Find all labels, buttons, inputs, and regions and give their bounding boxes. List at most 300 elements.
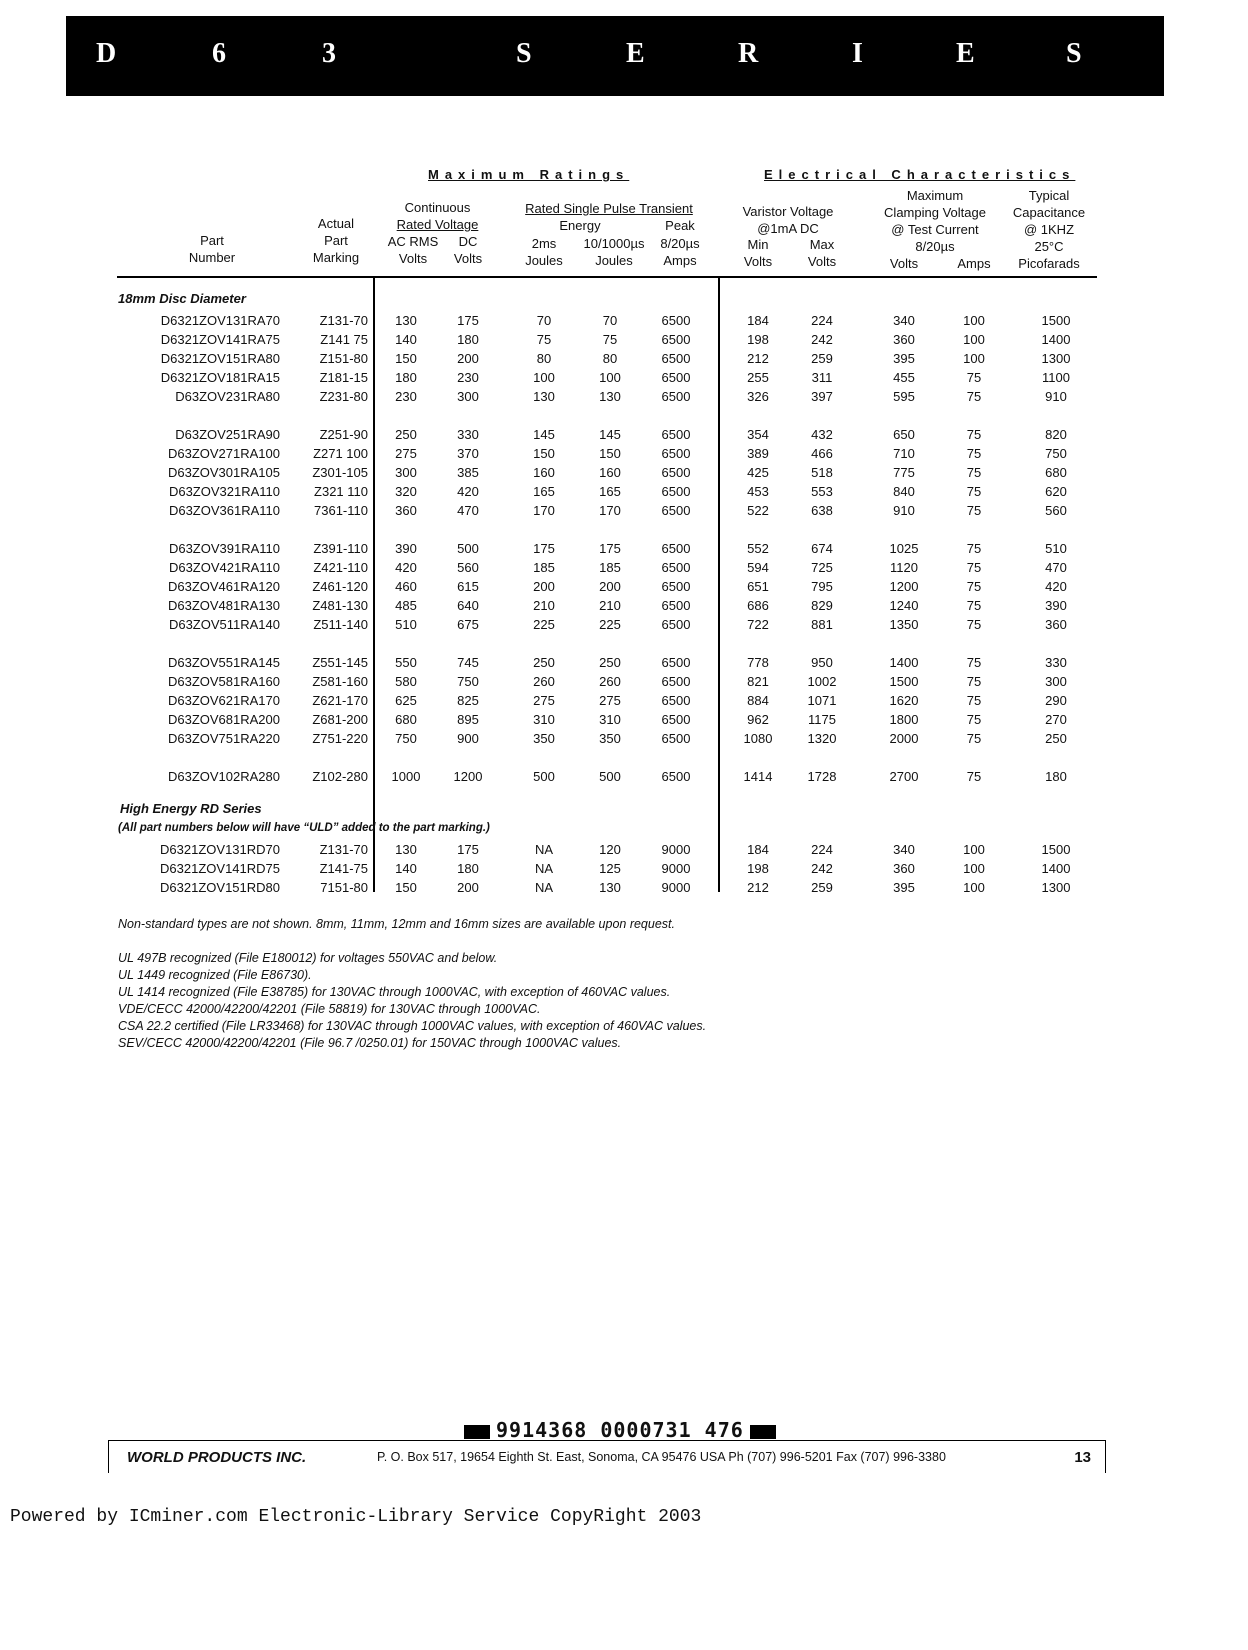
cell-energy-2ms: 145 [533,427,555,442]
cell-marking: Z251-90 [319,427,368,442]
cell-peak-amps: 6500 [661,541,691,556]
cell-ac-rms: 680 [395,712,417,727]
hdr-text: Picofarads [1018,256,1080,271]
cell-varistor-min: 453 [747,484,769,499]
cell-energy-10-1000: 165 [599,484,621,499]
electrical-heading: Electrical Characteristics [764,167,1076,182]
cell-part-number: D6321ZOV141RA75 [160,332,280,347]
cell-capacitance: 1500 [1041,842,1071,857]
cell-clamp-volts: 1025 [889,541,919,556]
cell-peak-amps: 6500 [661,655,691,670]
cell-varistor-min: 198 [747,861,769,876]
cell-varistor-max: 881 [811,617,833,632]
table-row [0,769,1248,788]
certifications-list [118,950,706,1052]
cell-varistor-max: 553 [811,484,833,499]
cell-marking: Z141-75 [319,861,368,876]
footer-address: P. O. Box 517, 19654 Eighth St. East, Sonoma, CA 95476 USA Ph (707) 996-5201 Fax (707) 996-3380 [377,1450,946,1464]
cell-varistor-min: 686 [747,598,769,613]
table-row [0,427,1248,446]
cell-varistor-min: 552 [747,541,769,556]
table-row [0,465,1248,484]
cell-part-number: D63ZOV581RA160 [167,674,280,689]
cell-energy-10-1000: 70 [602,313,618,328]
cell-varistor-max: 259 [811,351,833,366]
cell-marking: Z751-220 [312,731,368,746]
cell-varistor-max: 1175 [808,712,836,727]
cell-dc-volts: 900 [457,731,479,746]
cell-part-number: D63ZOV361RA110 [168,503,280,518]
cell-part-number: D6321ZOV141RD75 [160,861,280,876]
hdr-10-1000 [576,235,652,269]
cell-dc-volts: 825 [457,693,479,708]
cell-capacitance: 300 [1045,674,1067,689]
cert-line: CSA 22.2 certified (File LR33468) for 130VAC through 1000VAC values, with exception of 460VAC values. [118,1019,707,1033]
hdr-text: Typical [1028,188,1070,203]
cell-peak-amps: 6500 [661,351,691,366]
hdr-dc [446,233,490,267]
hdr-text: Part [200,233,224,248]
cell-clamp-amps: 75 [966,389,982,404]
cell-varistor-min: 722 [747,617,769,632]
cell-energy-2ms: NA [534,880,554,895]
cell-ac-rms: 140 [395,332,417,347]
cell-clamp-amps: 100 [963,351,985,366]
cell-energy-2ms: 170 [533,503,555,518]
cell-energy-10-1000: 185 [599,560,621,575]
cell-varistor-max: 795 [811,579,833,594]
cell-energy-2ms: 130 [533,389,555,404]
cell-energy-10-1000: 125 [599,861,621,876]
cell-marking: Z421-110 [313,560,368,575]
cell-part-number: D6321ZOV131RA70 [160,313,280,328]
banner-letter: 6 [212,38,226,69]
cell-peak-amps: 6500 [661,332,691,347]
cell-part-number: D63ZOV301RA105 [167,465,280,480]
hdr-clamp-amps: Amps [957,256,991,271]
cell-energy-10-1000: 120 [599,842,621,857]
banner-letter: E [956,38,975,69]
cell-peak-amps: 6500 [661,579,691,594]
cell-energy-10-1000: 500 [599,769,621,784]
max-ratings-heading: Maximum Ratings [428,167,630,182]
hdr-continuous [380,199,495,233]
cell-clamp-amps: 100 [963,861,985,876]
group-18mm-title: 18mm Disc Diameter [118,291,246,306]
cell-varistor-min: 778 [747,655,769,670]
cell-energy-2ms: 210 [533,598,555,613]
cell-clamp-amps: 75 [966,541,982,556]
cell-energy-2ms: 70 [536,313,552,328]
hdr-actual-marking [300,215,372,266]
hdr-part-number [162,232,262,266]
cell-varistor-min: 821 [747,674,769,689]
banner-letter: E [626,38,645,69]
table-row [0,579,1248,598]
cell-marking: Z481-130 [312,598,368,613]
cell-clamp-amps: 75 [966,465,982,480]
cell-dc-volts: 1200 [453,769,483,784]
cell-clamp-amps: 75 [966,579,982,594]
cell-part-number: D6321ZOV151RD80 [160,880,280,895]
hdr-ac-rms [380,233,446,267]
cell-varistor-min: 326 [747,389,769,404]
cell-ac-rms: 580 [395,674,417,689]
group-rd-title: High Energy RD Series [120,801,262,816]
table-row [0,712,1248,731]
group-rd-note: (All part numbers below will have “ULD” added to the part marking.) [118,822,490,834]
cell-capacitance: 420 [1045,579,1067,594]
cell-dc-volts: 470 [457,503,479,518]
hdr-peak: Peak [665,218,695,233]
cell-capacitance: 620 [1045,484,1067,499]
hdr-text: Max [809,237,835,252]
table-row [0,842,1248,861]
cell-energy-10-1000: 150 [599,446,621,461]
cell-capacitance: 820 [1045,427,1067,442]
banner-letter: D [96,38,117,69]
banner-letter: R [738,38,759,69]
cell-part-number: D63ZOV511RA140 [168,617,280,632]
cell-capacitance: 290 [1045,693,1067,708]
cell-part-number: D63ZOV251RA90 [175,427,280,442]
hdr-single-pulse: Rated Single Pulse Transient [525,201,693,216]
hdr-text: Volts [807,254,837,269]
cell-ac-rms: 275 [395,446,417,461]
cell-ac-rms: 130 [395,842,417,857]
cell-ac-rms: 150 [395,880,417,895]
cell-clamp-amps: 75 [966,446,982,461]
hdr-text: 8/20µs [660,236,700,251]
cell-dc-volts: 200 [457,880,479,895]
hdr-energy: Energy [559,218,601,233]
cell-energy-2ms: 225 [533,617,555,632]
hdr-text: Joules [595,253,633,268]
cell-capacitance: 270 [1045,712,1067,727]
cell-clamp-volts: 340 [893,842,915,857]
cell-clamp-amps: 100 [963,332,985,347]
cell-varistor-max: 242 [811,332,833,347]
cell-clamp-amps: 75 [966,484,982,499]
cell-dc-volts: 500 [457,541,479,556]
hdr-8-20-amps [652,235,708,269]
cell-marking: Z511-140 [313,617,368,632]
cell-energy-10-1000: 260 [599,674,621,689]
cell-energy-2ms: 150 [533,446,555,461]
cell-capacitance: 750 [1045,446,1067,461]
cell-varistor-max: 638 [811,503,833,518]
cell-peak-amps: 6500 [661,427,691,442]
cell-varistor-max: 674 [811,541,833,556]
footer [108,1440,1106,1473]
cell-varistor-max: 725 [811,560,833,575]
cell-varistor-min: 962 [747,712,769,727]
cell-energy-10-1000: 160 [599,465,621,480]
cell-clamp-amps: 75 [966,503,982,518]
banner-letter: S [516,38,532,69]
cell-energy-10-1000: 130 [599,880,621,895]
cell-ac-rms: 150 [395,351,417,366]
cell-clamp-volts: 1400 [889,655,919,670]
cell-clamp-amps: 100 [963,880,985,895]
cell-energy-2ms: 80 [536,351,552,366]
cell-energy-10-1000: 170 [599,503,621,518]
cell-dc-volts: 675 [457,617,479,632]
cell-varistor-max: 829 [811,598,833,613]
cell-varistor-max: 242 [811,861,833,876]
cell-energy-2ms: 175 [533,541,555,556]
cert-line: UL 1449 recognized (File E86730). [118,968,312,982]
cell-clamp-volts: 910 [893,503,915,518]
hdr-text: Capacitance [1012,205,1086,220]
cell-part-number: D63ZOV271RA100 [167,446,280,461]
cell-dc-volts: 615 [457,579,479,594]
cell-clamp-volts: 840 [893,484,915,499]
cell-varistor-min: 425 [747,465,769,480]
cell-peak-amps: 6500 [661,731,691,746]
cell-marking: Z301-105 [312,465,368,480]
cell-dc-volts: 420 [457,484,479,499]
hdr-text: Maximum [906,188,964,203]
table-row [0,370,1248,389]
cell-varistor-min: 212 [747,351,769,366]
cell-energy-2ms: 275 [533,693,555,708]
cell-varistor-min: 184 [747,313,769,328]
table-row [0,731,1248,750]
cert-line: VDE/CECC 42000/42200/42201 (File 58819) for 130VAC through 1000VAC. [118,1002,541,1016]
cell-ac-rms: 460 [395,579,417,594]
cell-clamp-volts: 2700 [889,769,919,784]
hdr-text: Min [747,237,769,252]
cell-ac-rms: 510 [395,617,417,632]
cell-ac-rms: 300 [395,465,417,480]
cell-dc-volts: 750 [457,674,479,689]
cell-capacitance: 1300 [1041,880,1071,895]
cell-clamp-volts: 1200 [889,579,919,594]
barcode-line [458,1418,782,1442]
hdr-text: Continuous [404,200,471,215]
cell-part-number: D63ZOV461RA120 [167,579,280,594]
cell-energy-2ms: 185 [533,560,555,575]
barcode-text: 9914368 0000731 476 [496,1418,744,1442]
cell-marking: Z581-160 [312,674,368,689]
cell-clamp-amps: 75 [966,693,982,708]
table-row [0,503,1248,522]
table-row [0,861,1248,880]
cell-dc-volts: 175 [457,842,479,857]
cell-ac-rms: 420 [395,560,417,575]
cell-varistor-max: 224 [811,842,833,857]
cell-clamp-amps: 75 [966,731,982,746]
cell-marking: Z131-70 [319,842,368,857]
cell-clamp-amps: 75 [966,617,982,632]
cell-capacitance: 330 [1045,655,1067,670]
cell-clamp-amps: 75 [966,370,982,385]
cell-clamp-volts: 455 [893,370,915,385]
hdr-text: AC RMS [387,234,439,249]
table-row [0,446,1248,465]
table-row [0,598,1248,617]
cell-peak-amps: 6500 [661,693,691,708]
cell-clamp-volts: 1800 [889,712,919,727]
cell-clamp-amps: 100 [963,313,985,328]
hdr-text: Actual [317,216,355,231]
cell-ac-rms: 230 [395,389,417,404]
cell-part-number: D63ZOV481RA130 [167,598,280,613]
hdr-varistor [730,203,846,237]
cell-marking: Z181-15 [319,370,368,385]
cell-energy-2ms: 200 [533,579,555,594]
cell-part-number: D6321ZOV181RA15 [160,370,280,385]
cell-varistor-max: 950 [811,655,833,670]
cell-varistor-min: 594 [747,560,769,575]
cell-varistor-max: 1728 [807,769,837,784]
hdr-clamping [872,187,998,255]
cell-clamp-volts: 1240 [889,598,919,613]
cell-energy-2ms: 350 [533,731,555,746]
cell-dc-volts: 370 [457,446,479,461]
cell-clamp-volts: 360 [893,861,915,876]
cell-ac-rms: 550 [395,655,417,670]
table-row [0,617,1248,636]
cell-varistor-max: 1002 [807,674,837,689]
table-row [0,541,1248,560]
series-banner [66,16,1164,96]
barcode-block [750,1425,776,1439]
cell-varistor-min: 651 [747,579,769,594]
hdr-text: 2ms [531,236,557,251]
banner-letter: 3 [322,38,336,69]
cell-varistor-max: 466 [811,446,833,461]
cell-varistor-min: 354 [747,427,769,442]
cell-clamp-volts: 595 [893,389,915,404]
hdr-text: Volts [398,251,428,266]
cell-clamp-amps: 75 [966,560,982,575]
cell-energy-10-1000: 80 [602,351,618,366]
hdr-text: @ 1KHZ [1023,222,1075,237]
hdr-text: Part [324,233,348,248]
cell-peak-amps: 6500 [661,313,691,328]
cell-dc-volts: 560 [457,560,479,575]
cell-energy-10-1000: 75 [602,332,618,347]
cell-dc-volts: 640 [457,598,479,613]
barcode-block [464,1425,490,1439]
cell-clamp-volts: 775 [893,465,915,480]
cell-capacitance: 1400 [1041,861,1071,876]
cell-energy-2ms: 100 [533,370,555,385]
cell-part-number: D63ZOV231RA80 [175,389,280,404]
cell-varistor-min: 198 [747,332,769,347]
cell-dc-volts: 330 [457,427,479,442]
page-number: 13 [1074,1449,1091,1466]
cell-energy-10-1000: 175 [599,541,621,556]
cell-varistor-max: 1320 [807,731,837,746]
cell-dc-volts: 895 [457,712,479,727]
cell-clamp-volts: 710 [893,446,915,461]
cell-marking: Z391-110 [313,541,368,556]
cell-clamp-amps: 100 [963,842,985,857]
banner-letter: S [1066,38,1082,69]
hdr-text: 10/1000µs [583,236,645,251]
cell-clamp-amps: 75 [966,655,982,670]
cell-energy-10-1000: 225 [599,617,621,632]
cell-varistor-max: 397 [811,389,833,404]
header-rule [117,276,1097,278]
cell-ac-rms: 360 [395,503,417,518]
table-row [0,693,1248,712]
cell-varistor-min: 522 [747,503,769,518]
cell-peak-amps: 6500 [661,617,691,632]
cell-marking: Z102-280 [312,769,368,784]
footer-company: WORLD PRODUCTS INC. [127,1449,307,1466]
cell-dc-volts: 300 [457,389,479,404]
hdr-text: Varistor Voltage [742,204,834,219]
cell-marking: Z621-170 [312,693,368,708]
credit-line: Powered by ICminer.com Electronic-Library Service CopyRight 2003 [10,1507,702,1527]
cell-varistor-min: 1414 [743,769,773,784]
cell-peak-amps: 6500 [661,598,691,613]
cell-energy-2ms: 75 [536,332,552,347]
table-row [0,655,1248,674]
cell-clamp-volts: 360 [893,332,915,347]
cell-part-number: D63ZOV391RA110 [168,541,280,556]
hdr-vmax [798,236,846,270]
cell-capacitance: 390 [1045,598,1067,613]
cell-marking: Z551-145 [312,655,368,670]
hdr-vmin [734,236,782,270]
cell-clamp-amps: 75 [966,674,982,689]
cell-energy-2ms: NA [534,861,554,876]
cell-peak-amps: 6500 [661,465,691,480]
cell-peak-amps: 6500 [661,389,691,404]
cell-energy-10-1000: 210 [599,598,621,613]
cell-energy-2ms: 160 [533,465,555,480]
cell-peak-amps: 6500 [661,446,691,461]
cert-line: UL 1414 recognized (File E38785) for 130VAC through 1000VAC, with exception of 460VAC values. [118,985,671,999]
cell-clamp-volts: 1350 [889,617,919,632]
nonstandard-note: Non-standard types are not shown. 8mm, 11mm, 12mm and 16mm sizes are available upon request. [118,917,675,931]
cell-clamp-amps: 75 [966,427,982,442]
hdr-text: @ Test Current [891,222,979,237]
cell-energy-2ms: 500 [533,769,555,784]
cell-clamp-volts: 1500 [889,674,919,689]
cell-ac-rms: 320 [395,484,417,499]
hdr-text: Number [188,250,236,265]
cell-dc-volts: 385 [457,465,479,480]
cell-ac-rms: 390 [395,541,417,556]
cell-ac-rms: 1000 [391,769,421,784]
cell-capacitance: 1400 [1041,332,1071,347]
cell-varistor-min: 389 [747,446,769,461]
cell-peak-amps: 9000 [661,842,691,857]
cell-capacitance: 1300 [1041,351,1071,366]
hdr-text: Clamping Voltage [884,205,986,220]
cell-energy-10-1000: 130 [599,389,621,404]
hdr-text: 25°C [1034,239,1064,254]
cell-dc-volts: 180 [457,332,479,347]
cell-capacitance: 180 [1045,769,1067,784]
cell-varistor-max: 518 [811,465,833,480]
cell-capacitance: 560 [1045,503,1067,518]
cell-varistor-max: 259 [811,880,833,895]
cell-dc-volts: 745 [457,655,479,670]
table-row [0,880,1248,899]
cell-capacitance: 470 [1045,560,1067,575]
cell-part-number: D63ZOV551RA145 [167,655,280,670]
cell-part-number: D6321ZOV151RA80 [160,351,280,366]
cell-varistor-max: 1071 [807,693,837,708]
cell-energy-10-1000: 250 [599,655,621,670]
